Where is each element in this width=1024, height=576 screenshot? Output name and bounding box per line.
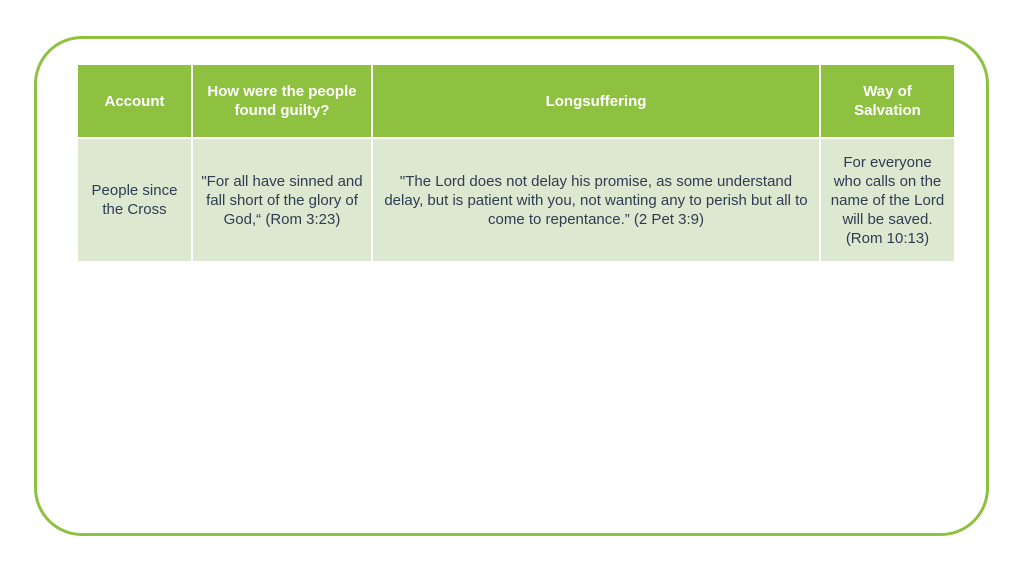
cell-how-found-guilty: "For all have sinned and fall short of the glory of God,“ (Rom 3:23) (192, 138, 372, 262)
comparison-table (76, 63, 956, 263)
cell-account: People since the Cross (77, 138, 192, 262)
table-header-row (77, 64, 955, 138)
header-way-of-salvation: Way of Salvation (820, 64, 955, 138)
cell-longsuffering: "The Lord does not delay his promise, as some understand delay, but is patient with you, not wanting any to perish but all to come to repentance.” (2 Pet 3:9) (372, 138, 820, 262)
header-longsuffering: Longsuffering (372, 64, 820, 138)
header-account: Account (77, 64, 192, 138)
cell-way-of-salvation: For everyone who calls on the name of the Lord will be saved. (Rom 10:13) (820, 138, 955, 262)
header-how-found-guilty: How were the people found guilty? (192, 64, 372, 138)
table-row (77, 138, 955, 262)
